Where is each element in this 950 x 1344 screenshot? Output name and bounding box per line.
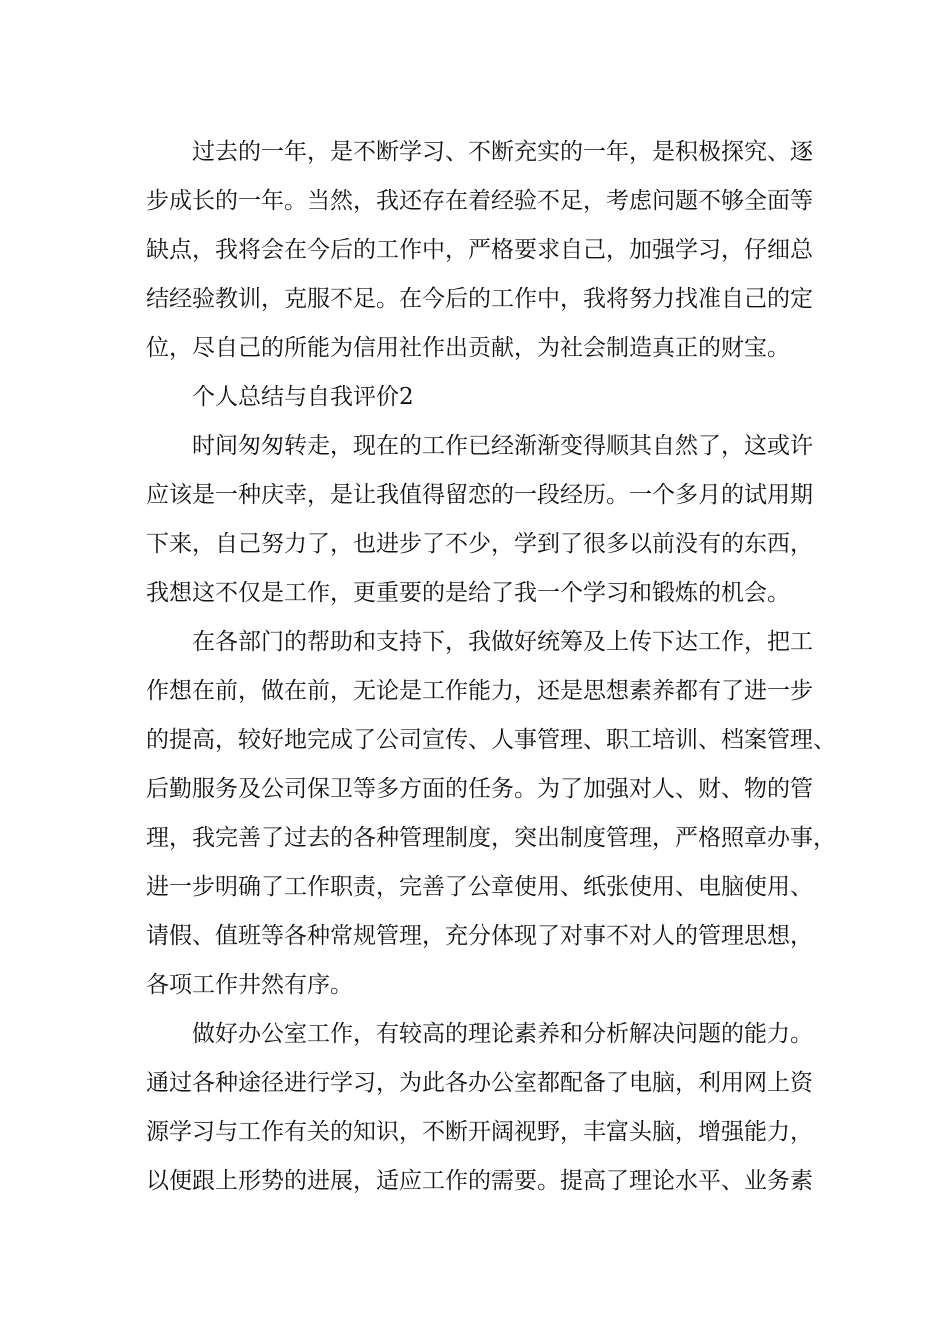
paragraph-line: 步成长的一年。当然，我还存在着经验不足，考虑问题不够全面等 [146, 188, 813, 214]
paragraph-line: 源学习与工作有关的知识，不断开阔视野，丰富头脑，增强能力， [146, 1119, 813, 1145]
paragraph-line: 理，我完善了过去的各种管理制度，突出制度管理，严格照章办事， [146, 825, 836, 851]
paragraph-first-line: 时间匆匆转走，现在的工作已经渐渐变得顺其自然了，这或许 [192, 433, 813, 459]
paragraph-line: 缺点，我将会在今后的工作中，严格要求自己，加强学习，仔细总 [146, 237, 813, 263]
paragraph-line: 的提高，较好地完成了公司宣传、人事管理、职工培训、档案管理、 [146, 727, 836, 753]
paragraph-line: 通过各种途径进行学习，为此各办公室都配备了电脑，利用网上资 [146, 1070, 813, 1096]
paragraph-first-line: 个人总结与自我评价2 [192, 384, 414, 410]
paragraph-line: 应该是一种庆幸，是让我值得留恋的一段经历。一个多月的试用期 [146, 482, 813, 508]
paragraph-first-line: 过去的一年，是不断学习、不断充实的一年，是积极探究、逐 [192, 139, 813, 165]
paragraph-line: 各项工作井然有序。 [146, 972, 353, 998]
paragraph-line: 作想在前，做在前，无论是工作能力，还是思想素养都有了进一步 [146, 678, 813, 704]
paragraph-line: 后勤服务及公司保卫等多方面的任务。为了加强对人、财、物的管 [146, 776, 813, 802]
paragraph-line: 结经验教训，克服不足。在今后的工作中，我将努力找准自己的定 [146, 286, 813, 312]
paragraph-line: 下来，自己努力了，也进步了不少，学到了很多以前没有的东西， [146, 531, 813, 557]
paragraph-line: 我想这不仅是工作，更重要的是给了我一个学习和锻炼的机会。 [146, 580, 790, 606]
paragraph-line: 进一步明确了工作职责，完善了公章使用、纸张使用、电脑使用、 [146, 874, 813, 900]
document-body [146, 128, 836, 1206]
paragraph-first-line: 在各部门的帮助和支持下，我做好统筹及上传下达工作，把工 [192, 629, 813, 655]
paragraph-first-line: 做好办公室工作，有较高的理论素养和分析解决问题的能力。 [192, 1021, 813, 1047]
paragraph-line: 位，尽自己的所能为信用社作出贡献，为社会制造真正的财宝。 [146, 335, 790, 361]
paragraph-line: 以便跟上形势的进展，适应工作的需要。提高了理论水平、业务素 [146, 1168, 813, 1194]
paragraph-line: 请假、值班等各种常规管理，充分体现了对事不对人的管理思想， [146, 923, 813, 949]
